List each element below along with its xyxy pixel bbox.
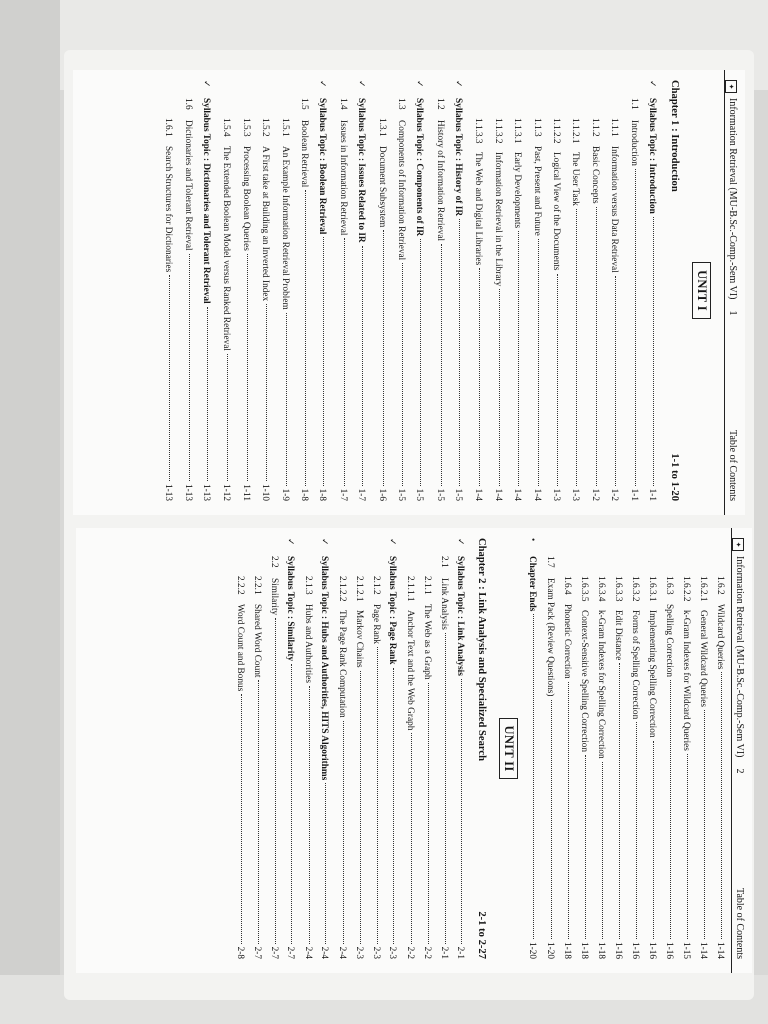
entry-page-number: 1-13: [182, 483, 193, 501]
entry-page-number: 2-7: [285, 946, 295, 959]
toc-entry: [401, 538, 418, 959]
section-number: 2.1.2: [371, 576, 381, 595]
toc-list: [524, 538, 728, 959]
toc-entry: [575, 538, 592, 959]
dot-leader: [670, 680, 671, 939]
toc-entry: [371, 80, 390, 501]
toc-entry: [418, 538, 435, 959]
chapter-heading: [662, 80, 686, 501]
entry-title: Boolean Retrieval: [298, 120, 309, 188]
dot-leader: [275, 618, 276, 943]
chapter-page-range: 2-1 to 2-27: [476, 911, 487, 959]
publisher-logo-icon: ✦: [725, 80, 737, 93]
section-number: 1.6.4: [562, 576, 572, 595]
entry-page-number: 1-5: [414, 488, 425, 501]
chapter-title: Chapter 1 : Introduction: [669, 80, 680, 192]
dot-leader: [445, 633, 446, 944]
entry-page-number: 1-9: [279, 488, 290, 501]
section-number: 2.1.2.1: [354, 576, 364, 602]
dot-leader: [499, 289, 500, 485]
entry-title: Page Rank: [371, 604, 381, 645]
section-number: 2.1.3: [303, 576, 313, 595]
toc-entry: [609, 538, 626, 959]
dot-leader: [585, 755, 586, 939]
dot-leader: [402, 263, 403, 485]
entry-page-number: 1-4: [512, 488, 523, 501]
entry-title: Syllabus Topic : Issues Related to IR: [356, 98, 367, 243]
entry-title: History of Information Retrieval: [434, 120, 445, 242]
check-mark-icon: ✓: [318, 80, 329, 88]
section-number: 1.6.3: [664, 576, 674, 595]
dot-leader: [393, 668, 394, 944]
toc-list: [158, 80, 662, 501]
entry-title: Syllabus Topic : History of IR: [453, 98, 464, 217]
entry-page-number: 1-1: [628, 488, 639, 501]
dot-leader: [291, 664, 292, 943]
bullet-icon: •: [528, 538, 538, 542]
toc-entry: [643, 538, 660, 959]
section-number: 2.2: [269, 556, 279, 568]
dot-leader: [383, 230, 384, 485]
toc-entry: [584, 80, 603, 501]
dot-leader: [227, 354, 228, 481]
dot-leader: [362, 246, 363, 486]
chapter-ends-row: [524, 538, 541, 959]
toc-entry: [468, 80, 487, 501]
entry-title: A First take at Building an Inverted Index: [260, 146, 271, 302]
entry-title: An Example Information Retrieval Problem: [279, 146, 290, 310]
entry-page-number: 1-5: [434, 488, 445, 501]
dot-leader: [653, 741, 654, 939]
toc-entry: [592, 538, 609, 959]
entry-title: Document Subsystem: [376, 146, 387, 228]
entry-page-number: 1-4: [531, 488, 542, 501]
section-number: 1.6.2.1: [698, 576, 708, 602]
section-number: 1.5.4: [221, 118, 232, 137]
entry-title: Exam Pack (Review Questions): [545, 578, 555, 697]
entry-page-number: 2-8: [235, 946, 245, 959]
running-head-right: Table of Contents: [734, 888, 745, 959]
toc-entry: [429, 80, 448, 501]
section-number: 1.5.2: [260, 118, 271, 137]
dot-leader: [323, 237, 324, 485]
running-head-title: Information Retrieval (MU-B.Sc.-Comp.-Sem VI): [727, 98, 738, 300]
toc-entry: [711, 538, 728, 959]
entry-title: Issues in Information Retrieval: [337, 120, 348, 236]
entry-title: Information Retrieval in the Library: [492, 152, 503, 287]
toc-page-2: [76, 528, 752, 973]
entry-page-number: 2-4: [319, 946, 329, 959]
entry-page-number: 1-2: [589, 488, 600, 501]
dot-leader: [518, 231, 519, 485]
entry-page-number: 1-5: [453, 488, 464, 501]
toc-entry: [231, 538, 248, 959]
entry-title: Syllabus Topic : Link Analysis: [455, 556, 465, 676]
section-number: 1.2: [434, 98, 445, 110]
dot-leader: [305, 190, 306, 485]
entry-page-number: 1-7: [356, 488, 367, 501]
toc-entry: [248, 538, 265, 959]
entry-title: Word Count and Bonus: [235, 604, 245, 692]
toc-entry: [367, 538, 384, 959]
dot-leader: [286, 313, 287, 486]
toc-entry: [265, 538, 282, 959]
dot-leader: [576, 209, 577, 486]
dot-leader: [596, 207, 597, 486]
entry-page-number: 2-2: [422, 946, 432, 959]
dot-leader: [360, 671, 361, 944]
entry-page-number: 1-1: [647, 488, 657, 501]
entry-page-number: 1-13: [201, 483, 212, 501]
entry-title: Anchor Text and the Web Graph: [405, 610, 415, 731]
entry-title: Syllabus Topic : Page Rank: [387, 556, 397, 665]
entry-page-number: 1-20: [545, 941, 555, 959]
dot-leader: [479, 268, 480, 485]
check-mark-icon: ✓: [202, 80, 213, 88]
section-number: 2.1: [439, 556, 449, 568]
dot-leader: [557, 274, 558, 486]
entry-page-number: 1-12: [221, 483, 232, 501]
section-number: 1.6.3.3: [613, 576, 623, 602]
toc-entry: [158, 80, 177, 501]
publisher-logo-icon: ✦: [732, 538, 744, 551]
check-mark-icon: ✓: [454, 80, 465, 88]
background-left: [0, 0, 60, 1024]
entry-page-number: 1-18: [562, 941, 572, 959]
toc-entry: [299, 538, 316, 959]
toc-entry: [350, 538, 367, 959]
entry-title: Syllabus Topic : Hubs and Authorities, HITS Algorithms: [319, 556, 329, 781]
entry-page-number: 2-3: [354, 946, 364, 959]
entry-title: Logical View of the Documents: [551, 152, 562, 271]
entry-page-number: 2-4: [303, 946, 313, 959]
entry-title: Spelling Correction: [664, 604, 674, 678]
entry-page-number: 1-10: [260, 483, 271, 501]
check-mark-icon: ✓: [648, 80, 658, 88]
entry-title: Early Developments: [512, 152, 523, 229]
toc-entry: [526, 80, 545, 501]
section-number: 2.1.1: [422, 576, 432, 595]
syllabus-topic-row: [384, 538, 401, 959]
toc-entry: [216, 80, 235, 501]
entry-title: Basic Concepts: [589, 146, 600, 204]
toc-entry: [565, 80, 584, 501]
section-number: 1.4: [337, 98, 348, 110]
section-number: 2.1.2.2: [337, 576, 347, 602]
entry-title: Forms of Spelling Correction: [630, 610, 640, 720]
dot-leader: [169, 275, 170, 481]
syllabus-topic-row: [352, 80, 371, 501]
section-number: 1.6.2.2: [681, 576, 691, 602]
entry-page-number: 1-7: [337, 488, 348, 501]
entry-title: Dictionaries and Tolerant Retrieval: [182, 120, 193, 251]
dot-leader: [309, 686, 310, 944]
dot-leader: [636, 722, 637, 939]
chapter-heading: [469, 538, 493, 959]
toc-entry: [604, 80, 623, 501]
toc-entry: [435, 538, 452, 959]
section-number: 1.6.1: [163, 118, 174, 137]
entry-page-number: 1-15: [681, 941, 691, 959]
entry-title: Shared Word Count: [252, 604, 262, 678]
section-number: 1.1.1: [609, 118, 620, 137]
entry-title: Hubs and Authorities: [303, 604, 313, 684]
toc-entry: [255, 80, 274, 501]
check-mark-icon: ✓: [357, 80, 368, 88]
unit-heading: UNIT II: [499, 718, 518, 780]
dot-leader: [428, 683, 429, 944]
entry-title: Information versus Data Retrieval: [609, 146, 620, 273]
entry-page-number: 1-14: [715, 941, 725, 959]
toc-entry: [507, 80, 526, 501]
entry-page-number: 2-3: [371, 946, 381, 959]
toc-list: [231, 538, 469, 959]
dot-leader: [687, 754, 688, 939]
section-number: 1.1.3.1: [512, 118, 523, 144]
section-number: 1.6.3.2: [630, 576, 640, 602]
entry-page-number: 1-14: [698, 941, 708, 959]
toc-page-1: [73, 70, 745, 515]
toc-entry: [274, 80, 293, 501]
dot-leader: [538, 239, 539, 486]
entry-title: Components of Information Retrieval: [395, 120, 406, 261]
entry-page-number: 1-16: [664, 941, 674, 959]
dot-leader: [377, 647, 378, 944]
entry-title: Wildcard Queries: [715, 604, 725, 670]
entry-page-number: 2-1: [439, 946, 449, 959]
section-number: 1.1.2.2: [551, 118, 562, 144]
entry-title: k-Gram Indexes for Wildcard Queries: [681, 610, 691, 751]
entry-page-number: 2-4: [337, 946, 347, 959]
entry-title: The Web as a Graph: [422, 604, 432, 680]
entry-page-number: 1-16: [630, 941, 640, 959]
dot-leader: [441, 244, 442, 486]
entry-title: General Wildcard Queries: [698, 610, 708, 708]
dot-leader: [721, 672, 722, 939]
dot-leader: [635, 169, 636, 486]
entry-title: Search Structures for Dictionaries: [163, 146, 174, 273]
dot-leader: [189, 254, 190, 481]
dot-leader: [207, 307, 208, 481]
entry-title: Implementing Spelling Correction: [647, 610, 657, 738]
dot-leader: [344, 238, 345, 485]
dot-leader: [343, 721, 344, 944]
toc-entry: [558, 538, 575, 959]
syllabus-topic-row: [410, 80, 429, 501]
toc-entry: [235, 80, 254, 501]
entry-title: Similarity: [269, 578, 279, 616]
entry-page-number: 2-1: [455, 946, 465, 959]
section-number: 1.1.2.1: [570, 118, 581, 144]
entry-title: Syllabus Topic : Dictionaries and Tolerant Retrieval: [201, 98, 212, 304]
toc-entry: [677, 538, 694, 959]
toc-entry: [694, 538, 711, 959]
toc-entry: [623, 80, 642, 501]
entry-page-number: 1-4: [473, 488, 484, 501]
entry-page-number: 1-16: [647, 941, 657, 959]
toc-entry: [546, 80, 565, 501]
entry-page-number: 1-11: [240, 484, 251, 501]
running-head-right: Table of Contents: [727, 430, 738, 501]
section-number: 1.6.2: [715, 576, 725, 595]
section-number: 1.6: [182, 98, 193, 110]
entry-title: The Page Rank Computation: [337, 610, 347, 718]
dot-leader: [568, 682, 569, 939]
entry-title: Chapter Ends: [527, 556, 537, 612]
dot-leader: [266, 304, 267, 481]
section-number: 1.3: [395, 98, 406, 110]
section-number: 1.1.2: [589, 118, 600, 137]
dot-leader: [653, 217, 654, 486]
section-number: 1.6.3.4: [596, 576, 606, 602]
running-head: [724, 70, 745, 515]
section-number: 1.5: [298, 98, 309, 110]
dot-leader: [241, 694, 242, 943]
entry-page-number: 2-7: [269, 946, 279, 959]
entry-page-number: 1-20: [527, 941, 537, 959]
toc-entry: [660, 538, 677, 959]
dot-leader: [247, 254, 248, 481]
dot-leader: [420, 239, 421, 485]
entry-page-number: 1-18: [579, 941, 589, 959]
page-number: 1: [727, 310, 738, 316]
dot-leader: [461, 679, 462, 944]
section-number: 1.6.3.1: [647, 576, 657, 602]
entry-title: The Web and Digital Libraries: [473, 152, 484, 266]
entry-title: Edit Distance: [613, 610, 623, 661]
section-number: 1.7: [545, 556, 555, 568]
dot-leader: [325, 783, 326, 943]
entry-page-number: 1-4: [492, 488, 503, 501]
section-number: 1.1: [628, 98, 639, 110]
section-number: 1.1.3.3: [473, 118, 484, 144]
section-number: 1.1.3: [531, 118, 542, 137]
entry-title: Phonetic Correction: [562, 604, 572, 679]
entry-title: Introduction: [628, 120, 639, 166]
check-mark-icon: ✓: [456, 538, 466, 546]
entry-title: The Extended Boolean Model versus Ranked Retrieval: [221, 146, 232, 351]
entry-page-number: 1-3: [551, 488, 562, 501]
entry-page-number: 2-3: [387, 946, 397, 959]
entry-title: Syllabus Topic : Boolean Retrieval: [317, 98, 328, 235]
running-head-title: Information Retrieval (MU-B.Sc.-Comp.-Sem VI): [734, 556, 745, 758]
entry-title: Syllabus Topic : Similarity: [285, 556, 295, 662]
entry-title: Markov Chains: [354, 610, 364, 668]
check-mark-icon: ✓: [388, 538, 398, 546]
section-number: 1.3.1: [376, 118, 387, 137]
toc-entry: [626, 538, 643, 959]
entry-title: Syllabus Topic : Components of IR: [414, 98, 425, 237]
entry-page-number: 1-6: [376, 488, 387, 501]
toc-entry: [391, 80, 410, 501]
entry-title: Link Analysis: [439, 578, 449, 630]
dot-leader: [551, 700, 552, 939]
entry-page-number: 2-7: [252, 946, 262, 959]
entry-page-number: 1-8: [298, 488, 309, 501]
section-number: 1.1.3.2: [492, 118, 503, 144]
entry-page-number: 2-2: [405, 946, 415, 959]
section-number: 1.6.3.5: [579, 576, 589, 602]
syllabus-topic-row: [316, 538, 333, 959]
check-mark-icon: ✓: [286, 538, 296, 546]
dot-leader: [619, 663, 620, 939]
syllabus-topic-row: [449, 80, 468, 501]
entry-title: Syllabus Topic : Introduction: [647, 98, 657, 214]
syllabus-topic-row: [282, 538, 299, 959]
dot-leader: [459, 219, 460, 486]
check-mark-icon: ✓: [415, 80, 426, 88]
dot-leader: [258, 680, 259, 943]
dot-leader: [411, 733, 412, 943]
entry-title: Processing Boolean Queries: [240, 146, 251, 251]
toc-entry: [541, 538, 558, 959]
section-number: 2.2.1: [252, 576, 262, 595]
unit-heading: UNIT I: [692, 262, 711, 319]
check-mark-icon: ✓: [320, 538, 330, 546]
running-head: [731, 528, 752, 973]
section-number: 1.5.1: [279, 118, 290, 137]
section-number: 2.2.2: [235, 576, 245, 595]
chapter-page-range: 1-1 to 1-20: [669, 453, 680, 501]
syllabus-topic-row: [197, 80, 216, 501]
entry-page-number: 1-5: [395, 488, 406, 501]
section-number: 2.1.1.1: [405, 576, 415, 602]
toc-entry: [177, 80, 196, 501]
entry-page-number: 1-13: [163, 483, 174, 501]
page-number: 2: [734, 768, 745, 774]
entry-page-number: 1-18: [596, 941, 606, 959]
dot-leader: [533, 614, 534, 939]
syllabus-topic-row: [643, 80, 662, 501]
chapter-title: Chapter 2 : Link Analysis and Specialized Search: [476, 538, 487, 761]
entry-page-number: 1-2: [609, 488, 620, 501]
toc-entry: [487, 80, 506, 501]
dot-leader: [602, 762, 603, 939]
entry-page-number: 1-16: [613, 941, 623, 959]
entry-title: Past, Present and Future: [531, 146, 542, 236]
section-number: 1.5.3: [240, 118, 251, 137]
entry-page-number: 1-8: [317, 488, 328, 501]
syllabus-topic-row: [452, 538, 469, 959]
entry-title: k-Gram Indexes for Spelling Correction: [596, 610, 606, 759]
dot-leader: [704, 710, 705, 939]
toc-entry: [294, 80, 313, 501]
entry-title: The User Task: [570, 152, 581, 206]
toc-entry: [332, 80, 351, 501]
syllabus-topic-row: [313, 80, 332, 501]
toc-entry: [333, 538, 350, 959]
entry-page-number: 1-3: [570, 488, 581, 501]
dot-leader: [615, 276, 616, 486]
entry-title: Context-Sensitive Spelling Correction: [579, 610, 589, 753]
